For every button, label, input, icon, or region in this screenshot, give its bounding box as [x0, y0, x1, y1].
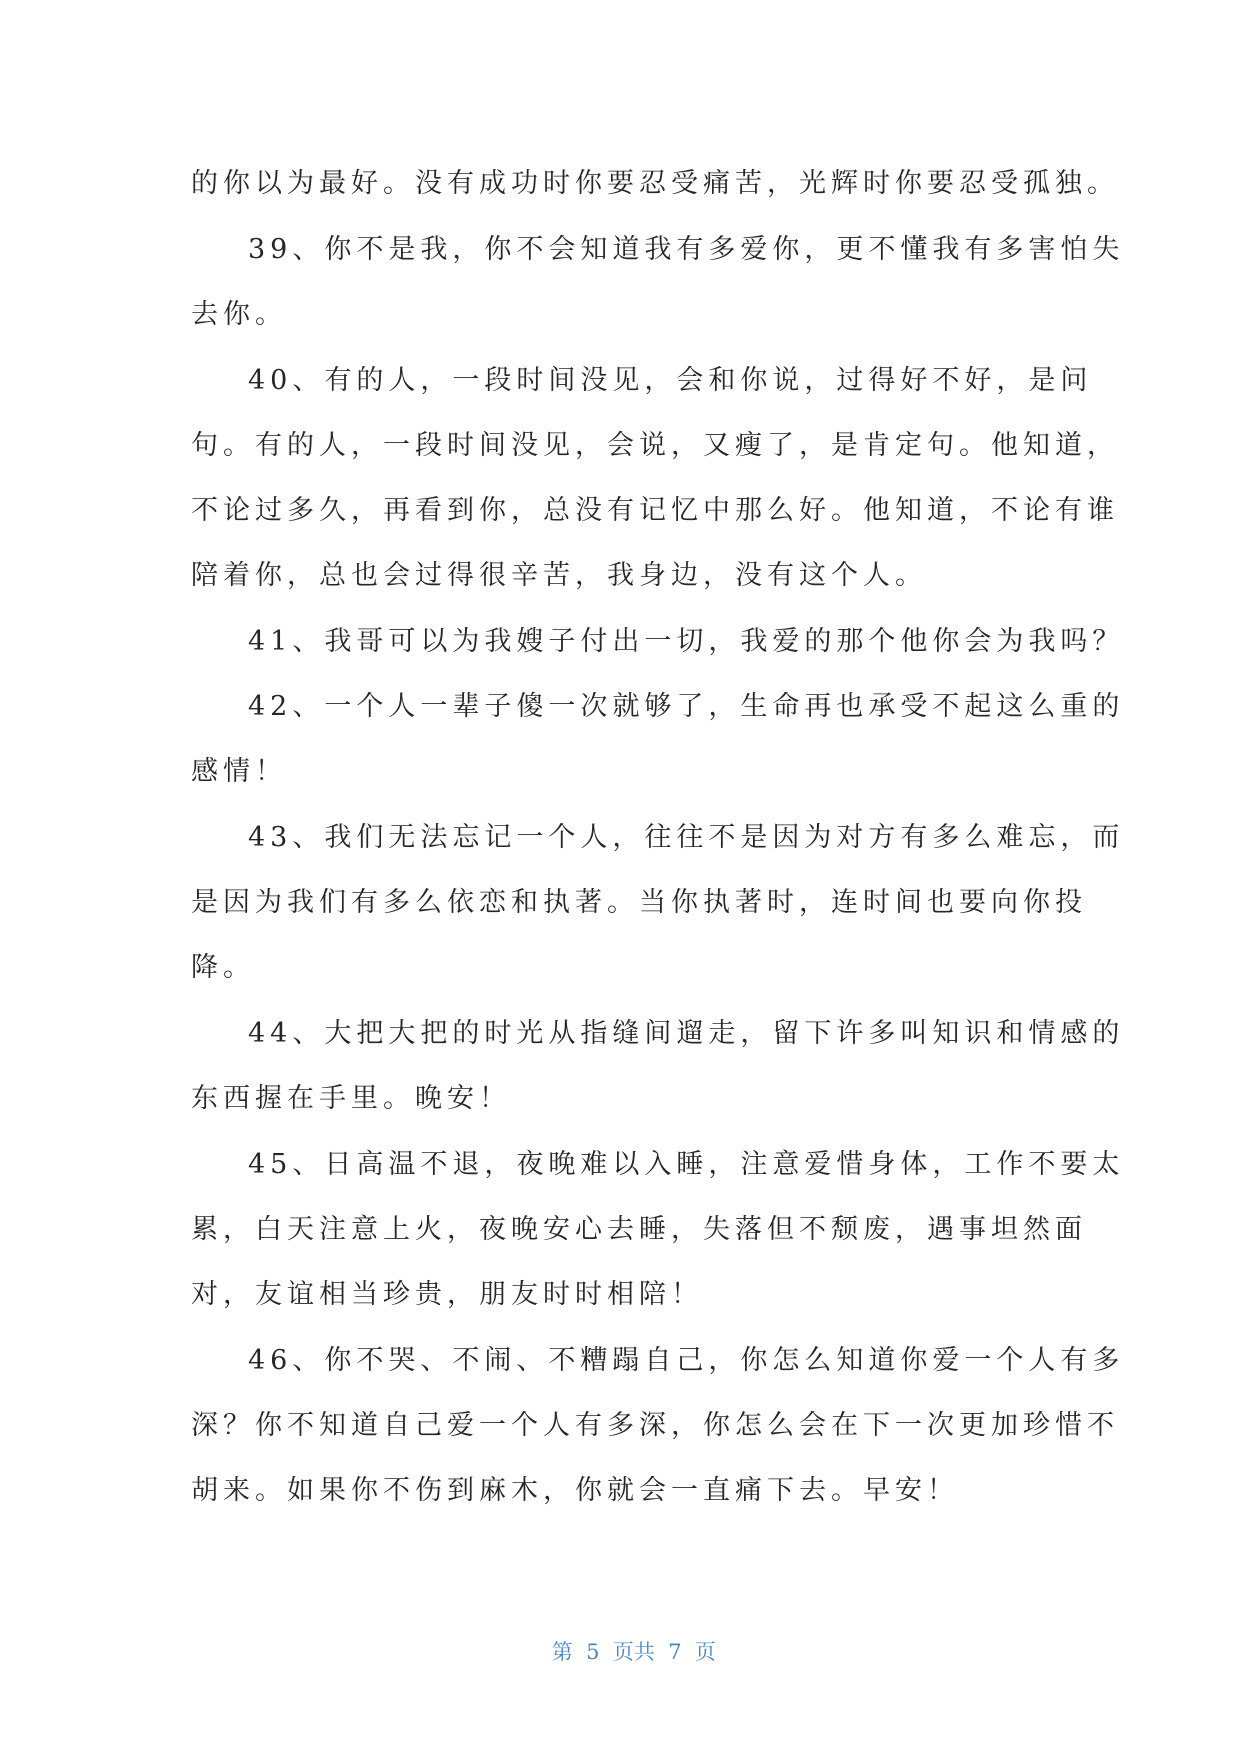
- paragraph-45-line-3: 对，友谊相当珍贵，朋友时时相陪！: [191, 1279, 703, 1310]
- paragraph-42-line-1: 42、一个人一辈子傻一次就够了，生命再也承受不起这么重的: [248, 691, 1125, 722]
- paragraph-43-line-1: 43、我们无法忘记一个人，往往不是因为对方有多么难忘，而: [248, 822, 1125, 853]
- paragraph-44-line-1: 44、大把大把的时光从指缝间遛走，留下许多叫知识和情感的: [248, 1018, 1125, 1049]
- page-number-label: 第 5 页共 7 页: [551, 1640, 716, 1664]
- paragraph-46-line-3: 胡来。如果你不伤到麻木，你就会一直痛下去。早安！: [191, 1475, 959, 1506]
- paragraph-43-line-3: 降。: [191, 952, 255, 983]
- page-footer: [0, 1612, 1241, 1690]
- paragraph-42-line-2: 感情！: [191, 756, 287, 787]
- paragraph-40-line-3: 不论过多久，再看到你，总没有记忆中那么好。他知道，不论有谁: [191, 495, 1119, 526]
- paragraph-44-line-2: 东西握在手里。晚安！: [191, 1083, 511, 1114]
- text-line: 的你以为最好。没有成功时你要忍受痛苦，光辉时你要忍受孤独。: [191, 168, 1119, 199]
- paragraph-43-line-2: 是因为我们有多么依恋和执著。当你执著时，连时间也要向你投: [191, 887, 1087, 918]
- paragraph-40-line-1: 40、有的人，一段时间没见，会和你说，过得好不好，是问: [248, 365, 1093, 396]
- paragraph-41-line-1: 41、我哥可以为我嫂子付出一切，我爱的那个他你会为我吗？: [248, 626, 1125, 657]
- paragraph-40-line-2: 句。有的人，一段时间没见，会说，又瘦了，是肯定句。他知道，: [191, 430, 1119, 461]
- paragraph-46-line-1: 46、你不哭、不闹、不糟蹋自己，你怎么知道你爱一个人有多: [248, 1345, 1125, 1376]
- paragraph-45-line-2: 累，白天注意上火，夜晚安心去睡，失落但不颓废，遇事坦然面: [191, 1214, 1087, 1245]
- paragraph-40-line-4: 陪着你，总也会过得很辛苦，我身边，没有这个人。: [191, 560, 927, 591]
- paragraph-39-line-2: 去你。: [191, 299, 287, 330]
- paragraph-39-line-1: 39、你不是我，你不会知道我有多爱你，更不懂我有多害怕失: [248, 234, 1125, 265]
- paragraph-46-line-2: 深？你不知道自己爱一个人有多深，你怎么会在下一次更加珍惜不: [191, 1410, 1119, 1441]
- paragraph-45-line-1: 45、日高温不退，夜晚难以入睡，注意爱惜身体，工作不要太: [248, 1149, 1125, 1180]
